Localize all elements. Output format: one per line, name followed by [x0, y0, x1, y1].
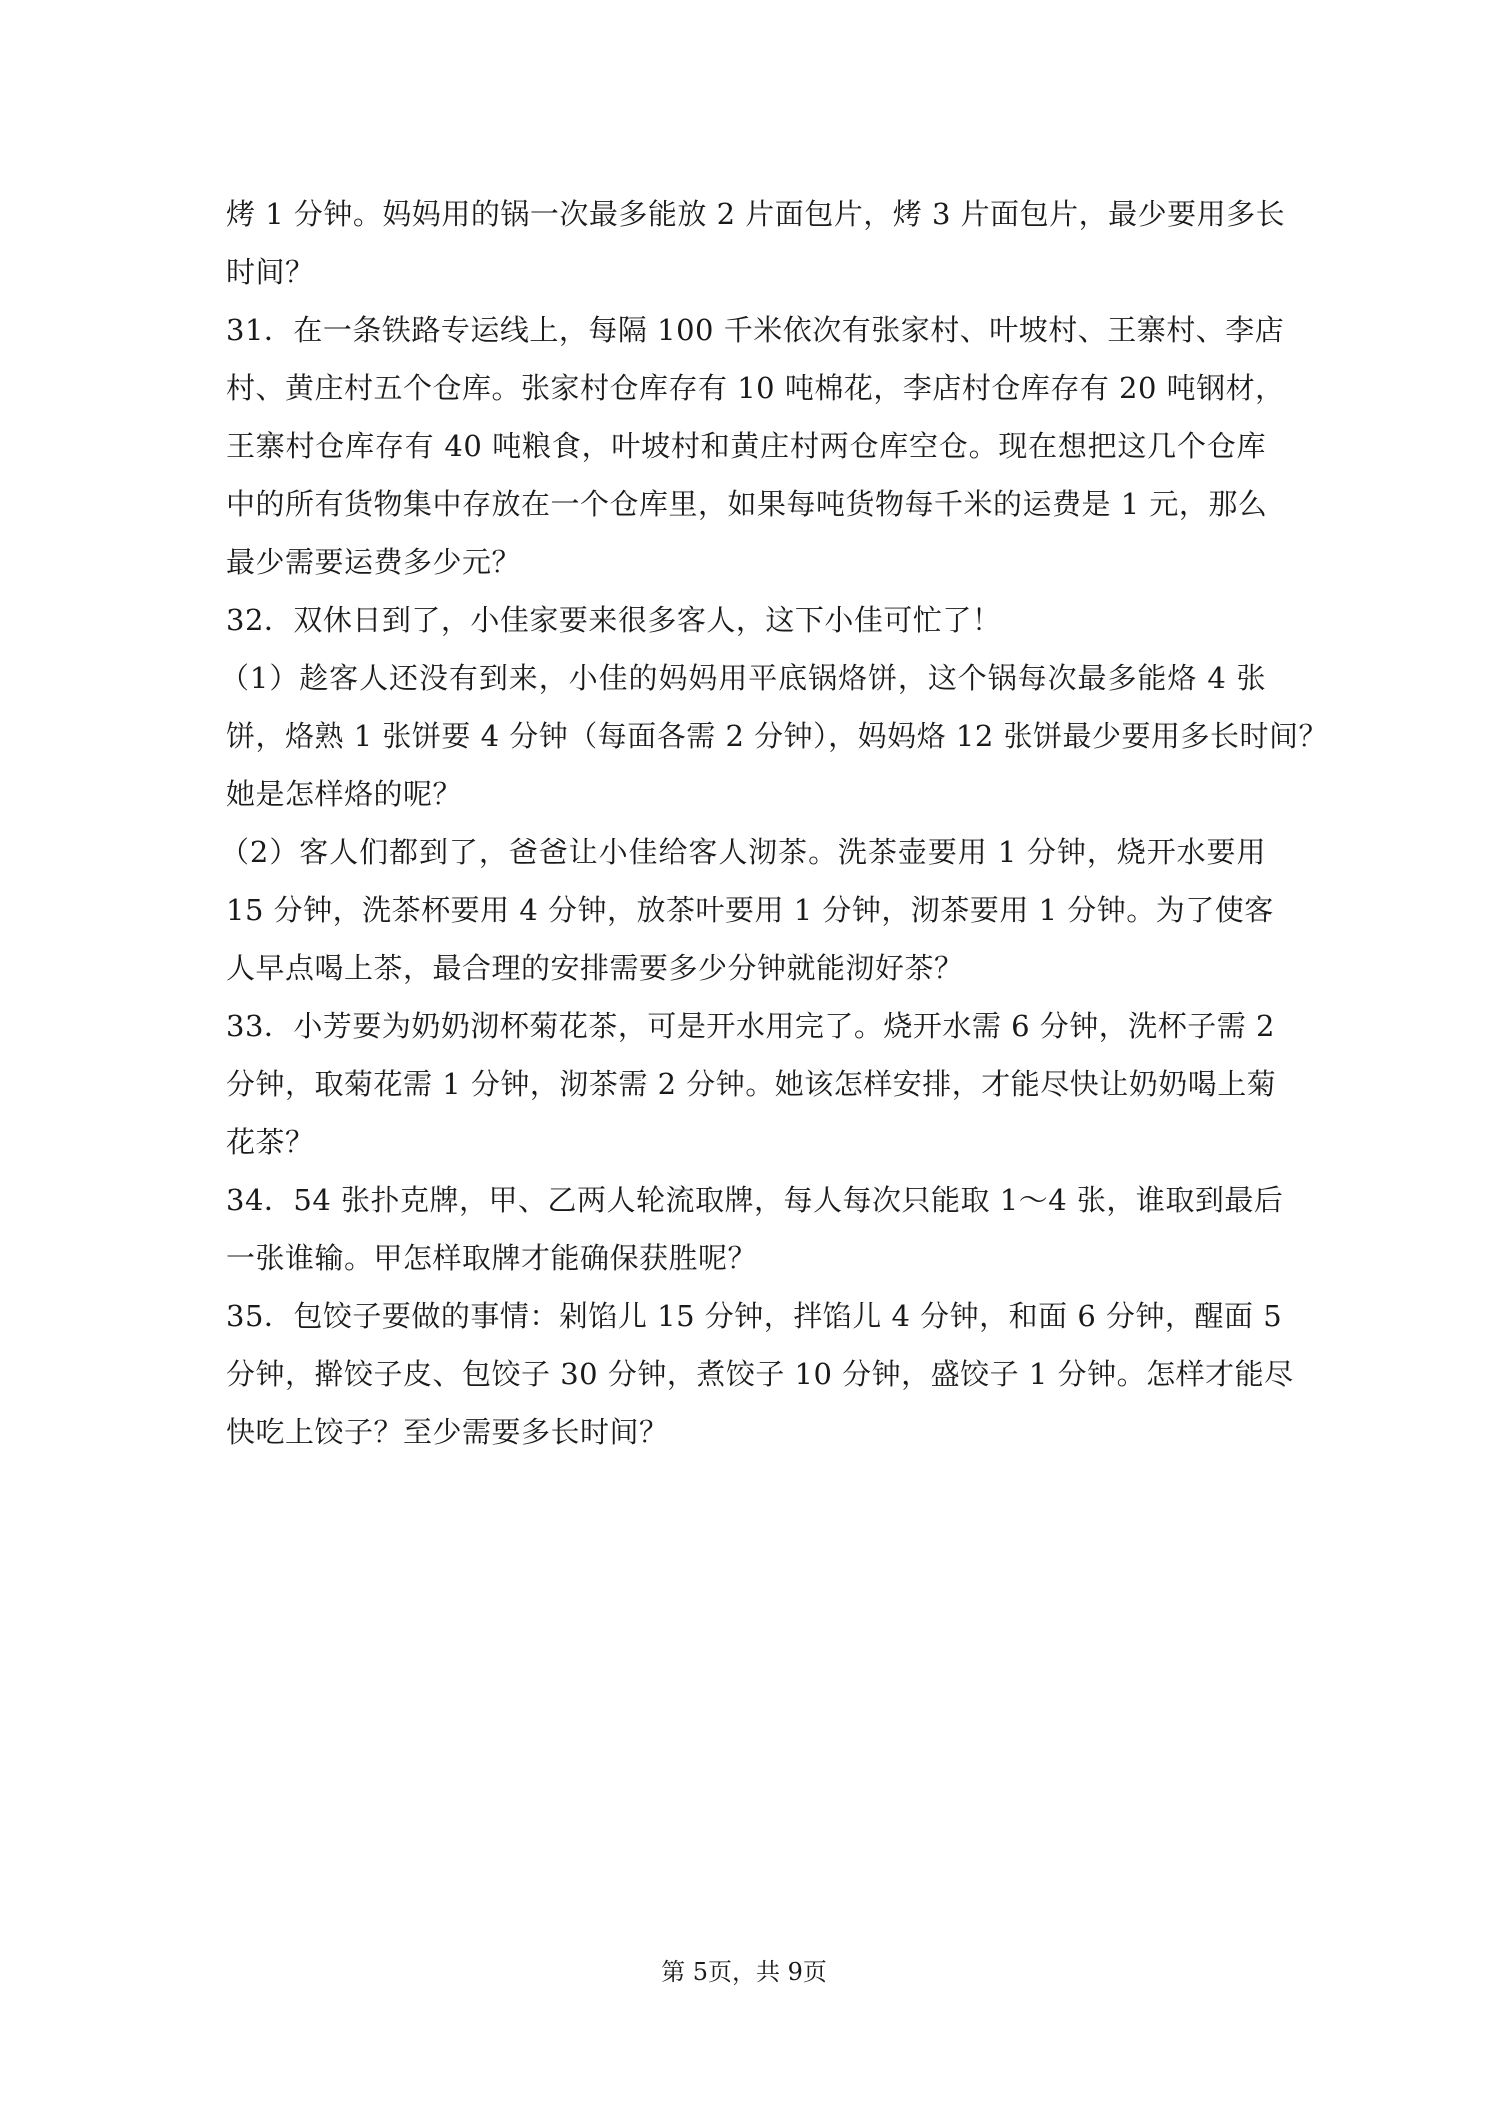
- text-line: 分钟，取菊花需 1 分钟，沏茶需 2 分钟。她该怎样安排，才能尽快让奶奶喝上菊: [226, 1067, 1277, 1101]
- page-content: [220, 185, 1329, 1461]
- text-line: 32．双休日到了，小佳家要来很多客人，这下小佳可忙了！: [226, 603, 1002, 637]
- text-line: 村、黄庄村五个仓库。张家村仓库存有 10 吨棉花，李店村仓库存有 20 吨钢材，: [226, 371, 1285, 405]
- text-line: 34．54 张扑克牌，甲、乙两人轮流取牌，每人每次只能取 1～4 张，谁取到最后: [226, 1183, 1284, 1217]
- text-line: 烤 1 分钟。妈妈用的锅一次最多能放 2 片面包片，烤 3 片面包片，最少要用多长: [226, 197, 1286, 231]
- text-line: 她是怎样烙的呢？: [226, 777, 463, 811]
- text-line: 中的所有货物集中存放在一个仓库里，如果每吨货物每千米的运费是 1 元，那么: [226, 487, 1268, 521]
- text-line: 33．小芳要为奶奶沏杯菊花茶，可是开水用完了。烧开水需 6 分钟，洗杯子需 2: [226, 1009, 1275, 1043]
- text-line: （1）趁客人还没有到来，小佳的妈妈用平底锅烙饼，这个锅每次最多能烙 4 张: [220, 661, 1266, 695]
- text-line: 人早点喝上茶，最合理的安排需要多少分钟就能沏好茶？: [226, 951, 964, 985]
- text-line: 花茶？: [226, 1125, 315, 1159]
- text-line: 最少需要运费多少元？: [226, 545, 522, 579]
- text-line: 饼，烙熟 1 张饼要 4 分钟（每面各需 2 分钟），妈妈烙 12 张饼最少要用多长时间？: [226, 719, 1329, 753]
- text-line: 15 分钟，洗茶杯要用 4 分钟，放茶叶要用 1 分钟，沏茶要用 1 分钟。为了使客: [226, 893, 1274, 927]
- text-line: 快吃上饺子？至少需要多长时间？: [226, 1415, 669, 1449]
- text-line: （2）客人们都到了，爸爸让小佳给客人沏茶。洗茶壶要用 1 分钟，烧开水要用: [220, 835, 1266, 869]
- text-line: 35．包饺子要做的事情：剁馅儿 15 分钟，拌馅儿 4 分钟，和面 6 分钟，醒面 5: [226, 1299, 1283, 1333]
- text-line: 时间？: [226, 255, 315, 289]
- text-line: 分钟，擀饺子皮、包饺子 30 分钟，煮饺子 10 分钟，盛饺子 1 分钟。怎样才能尽: [226, 1357, 1294, 1391]
- page-number-footer: 第 5页，共 9页: [661, 1958, 827, 1986]
- text-line: 王寨村仓库存有 40 吨粮食，叶坡村和黄庄村两仓库空仓。现在想把这几个仓库: [226, 429, 1266, 463]
- text-line: 一张谁输。甲怎样取牌才能确保获胜呢？: [226, 1241, 758, 1275]
- text-line: 31．在一条铁路专运线上，每隔 100 千米依次有张家村、叶坡村、王寨村、李店: [226, 313, 1285, 347]
